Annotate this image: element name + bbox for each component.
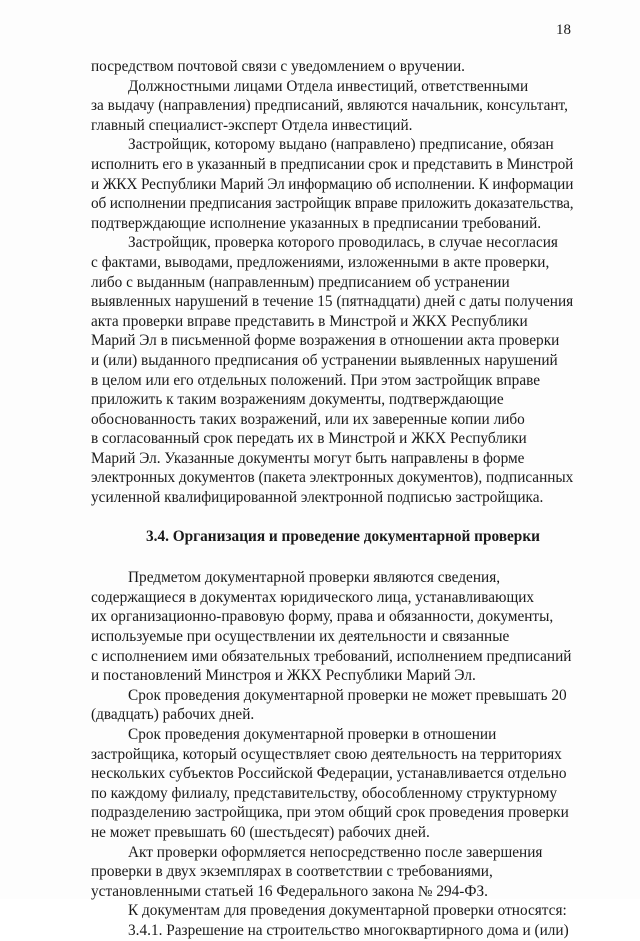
text-line: 3.4.1. Разрешение на строительство многоквартирного дома и (или) xyxy=(128,921,569,939)
text-line: электронных документов (пакета электронных документов), подписанных xyxy=(91,469,574,487)
text-line: Марий Эл в письменной форме возражения в отношении акта проверки xyxy=(91,332,560,350)
text-line: К документам для проведения документарной проверки относятся: xyxy=(128,902,567,920)
paragraph-check-duration xyxy=(91,686,573,725)
text-line: нескольких субъектов Российской Федерации, устанавливается отдельно xyxy=(91,765,567,783)
text-line: главный специалист-эксперт Отдела инвестиций. xyxy=(91,116,413,134)
text-line: Акт проверки оформляется непосредственно после завершения xyxy=(128,843,543,861)
text-line: Предметом документарной проверки являются сведения, xyxy=(128,569,501,587)
text-line: Срок проведения документарной проверки в отношении xyxy=(128,726,497,743)
text-line: проверки в двух экземплярах в соответствии с требованиями, xyxy=(91,863,493,881)
text-line: используемые при осуществлении их деятельности и связанные xyxy=(91,628,510,646)
text-line: и постановлений Минстроя и ЖКХ Республики Марий Эл. xyxy=(91,667,476,685)
text-line: обоснованность таких возражений, или их заверенные копии либо xyxy=(91,410,525,428)
paragraph-inspection-act xyxy=(91,843,573,902)
text-line: по каждому филиалу, представительству, обособленному структурному xyxy=(91,784,558,802)
text-line: усиленной квалифицированной электронной подписью застройщика. xyxy=(91,489,544,507)
paragraph-prescription-execution xyxy=(91,135,573,233)
paragraph-subject-of-check xyxy=(91,568,573,686)
document-body xyxy=(91,57,573,941)
text-line: застройщика, который осуществляет свою деятельность на территориях xyxy=(91,745,562,763)
text-line: акта проверки вправе представить в Минстрой и ЖКХ Республики xyxy=(91,312,528,330)
text-line: и ЖКХ Республики Марий Эл информацию об исполнении. К информации xyxy=(91,175,574,193)
text-line: либо с выданным (направленным) предписанием об устранении xyxy=(91,273,510,291)
text-line: об исполнении предписания застройщик вправе приложить доказательства, xyxy=(91,195,574,213)
text-line: за выдачу (направления) предписаний, являются начальник, консультант, xyxy=(91,97,568,115)
text-line: с фактами, выводами, предложениями, изложенными в акте проверки, xyxy=(91,253,550,271)
text-line: подразделению застройщика, при этом общий срок проведения проверки xyxy=(91,804,569,822)
text-line: исполнить его в указанный в предписании срок и представить в Минстрой xyxy=(91,155,574,173)
text-line: приложить к таким возражениям документы, подтверждающие xyxy=(91,391,504,409)
section-heading: 3.4. Организация и проведение документарной проверки xyxy=(146,527,540,545)
text-line: с исполнением ими обязательных требований, исполнением предписаний xyxy=(91,647,572,665)
paragraph-documents-list-intro xyxy=(91,901,573,921)
text-line: Должностными лицами Отдела инвестиций, ответственными xyxy=(128,77,529,95)
text-line: Застройщик, которому выдано (направлено) предписание, обязан xyxy=(128,136,554,154)
text-line: не может превышать 60 (шестьдесят) рабочих дней. xyxy=(91,823,430,841)
paragraph-responsible-officials xyxy=(91,77,573,136)
page-number: 18 xyxy=(556,22,571,38)
text-line: в согласованный срок передать их в Минстрой и ЖКХ Республики xyxy=(91,430,527,448)
paragraph-delivery-method xyxy=(91,57,573,77)
text-line: в целом или его отдельных положений. При этом застройщик вправе xyxy=(91,371,541,389)
paragraph-item-3-4-1 xyxy=(91,921,573,941)
paragraph-objections xyxy=(91,233,573,507)
text-line: и (или) выданного предписания об устранении выявленных нарушений xyxy=(91,351,558,369)
text-line: Срок проведения документарной проверки не может превышать 20 xyxy=(128,686,567,704)
paragraph-branch-duration xyxy=(91,725,573,843)
text-line: содержащиеся в документах юридического лица, устанавливающих xyxy=(91,588,535,606)
text-line: установленными статьей 16 Федерального закона № 294-ФЗ. xyxy=(91,882,488,900)
text-line: посредством почтовой связи с уведомлением о вручении. xyxy=(91,58,465,75)
text-line: их организационно-правовую форму, права и обязанности, документы, xyxy=(91,608,554,626)
text-line: Марий Эл. Указанные документы могут быть направлены в форме xyxy=(91,449,525,467)
text-line: (двадцать) рабочих дней. xyxy=(91,706,255,724)
text-line xyxy=(91,77,573,97)
text-line: выявленных нарушений в течение 15 (пятнадцати) дней с даты получения xyxy=(91,293,574,311)
text-line: подтверждающие исполнение указанных в предписании требований. xyxy=(91,214,542,232)
text-line: Застройщик, проверка которого проводилась, в случае несогласия xyxy=(128,234,558,252)
